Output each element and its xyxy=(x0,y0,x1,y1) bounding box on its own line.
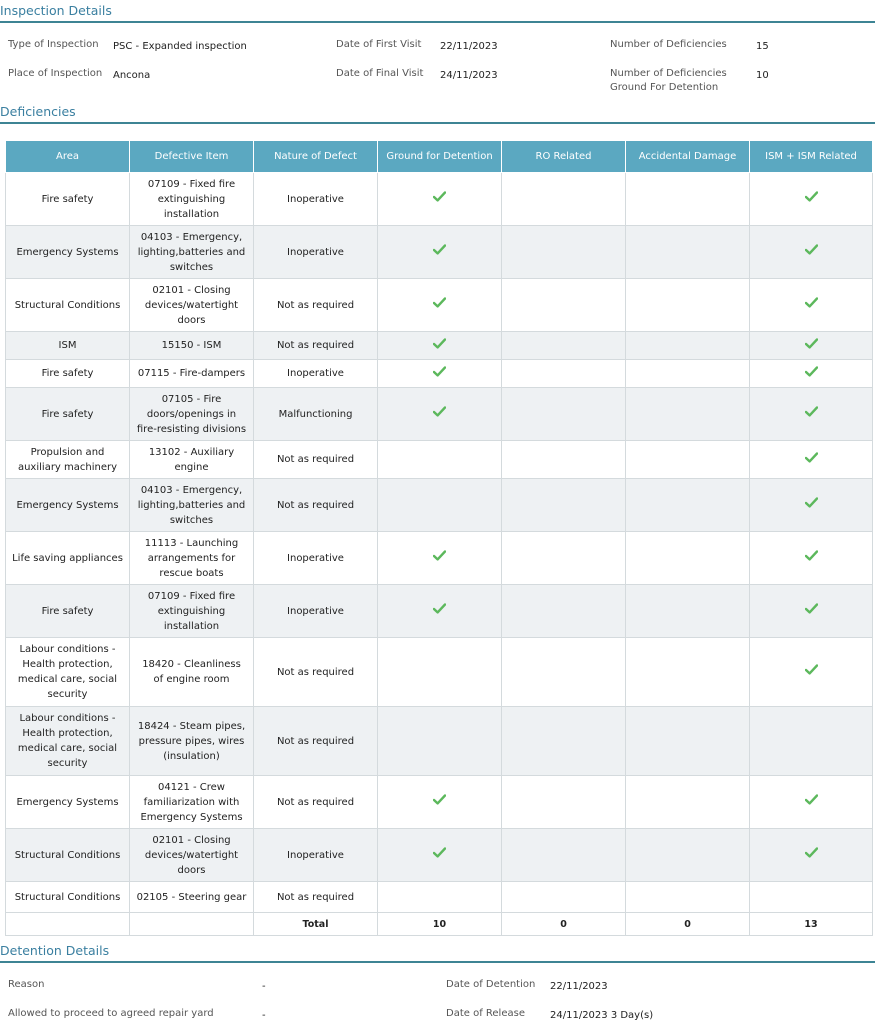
ro-related-cell xyxy=(502,776,626,829)
accidental-damage-cell xyxy=(626,829,750,882)
ism-related-cell xyxy=(750,707,873,776)
check-icon xyxy=(805,406,818,417)
ro-related-cell xyxy=(502,360,626,388)
ism-related-cell xyxy=(750,173,873,226)
ro-related-cell xyxy=(502,173,626,226)
ism-related-cell xyxy=(750,226,873,279)
check-icon xyxy=(433,338,446,349)
ism-related-cell xyxy=(750,388,873,441)
section-divider xyxy=(0,122,875,124)
ro-related-cell xyxy=(502,479,626,532)
ground-for-detention-cell xyxy=(378,585,502,638)
nature-of-defect-cell: Malfunctioning xyxy=(254,388,378,441)
deficiencies-ground-detention-value: 10 xyxy=(756,70,769,81)
check-icon xyxy=(433,847,446,858)
check-icon xyxy=(433,297,446,308)
defective-item-cell: 07105 - Fire doors/openings in fire-resisting divisions xyxy=(130,388,254,441)
ism-related-cell xyxy=(750,479,873,532)
area-cell: ISM xyxy=(6,332,130,360)
table-row xyxy=(6,279,873,332)
ro-related-cell xyxy=(502,388,626,441)
inspection-details-title: Inspection Details xyxy=(0,3,112,18)
ism-related-cell xyxy=(750,532,873,585)
accidental-damage-cell xyxy=(626,707,750,776)
ground-for-detention-cell xyxy=(378,707,502,776)
nature-of-defect-cell: Not as required xyxy=(254,279,378,332)
ism-related-cell xyxy=(750,360,873,388)
allowed-to-proceed-label: Allowed to proceed to agreed repair yard xyxy=(8,1008,214,1019)
accidental-damage-cell xyxy=(626,882,750,913)
area-cell: Structural Conditions xyxy=(6,279,130,332)
date-first-visit-value: 22/11/2023 xyxy=(440,41,498,52)
ro-related-cell xyxy=(502,332,626,360)
nature-of-defect-cell: Not as required xyxy=(254,441,378,479)
nature-of-defect-cell: Inoperative xyxy=(254,360,378,388)
ro-related-cell xyxy=(502,532,626,585)
ground-for-detention-cell xyxy=(378,479,502,532)
area-cell: Fire safety xyxy=(6,173,130,226)
date-of-release-value: 24/11/2023 3 Day(s) xyxy=(550,1010,654,1021)
number-of-deficiencies-label: Number of Deficiencies xyxy=(610,39,727,50)
ism-related-cell xyxy=(750,585,873,638)
ism-related-cell xyxy=(750,279,873,332)
accidental-damage-cell xyxy=(626,532,750,585)
table-row xyxy=(6,776,873,829)
column-header-ground-for-detention: Ground for Detention xyxy=(378,141,502,173)
date-first-visit-label: Date of First Visit xyxy=(336,39,422,50)
accidental-damage-cell xyxy=(626,360,750,388)
table-row xyxy=(6,173,873,226)
table-row xyxy=(6,441,873,479)
ism-related-cell xyxy=(750,882,873,913)
table-row xyxy=(6,638,873,707)
area-cell: Fire safety xyxy=(6,585,130,638)
table-row xyxy=(6,882,873,913)
area-cell: Structural Conditions xyxy=(6,829,130,882)
empty-cell xyxy=(130,913,254,936)
defective-item-cell: 18420 - Cleanliness of engine room xyxy=(130,638,254,707)
reason-value: - xyxy=(262,981,266,992)
ground-for-detention-cell xyxy=(378,360,502,388)
area-cell: Propulsion and auxiliary machinery xyxy=(6,441,130,479)
accidental-damage-cell xyxy=(626,479,750,532)
ground-for-detention-cell xyxy=(378,279,502,332)
area-cell: Fire safety xyxy=(6,388,130,441)
column-header-defective-item: Defective Item xyxy=(130,141,254,173)
ism-related-cell xyxy=(750,829,873,882)
date-of-detention-value: 22/11/2023 xyxy=(550,981,608,992)
area-cell: Labour conditions - Health protection, medical care, social security xyxy=(6,638,130,707)
date-of-release-label: Date of Release xyxy=(446,1008,525,1019)
ro-related-cell xyxy=(502,707,626,776)
ro-related-cell xyxy=(502,441,626,479)
check-icon xyxy=(805,452,818,463)
check-icon xyxy=(433,550,446,561)
total-ism-related: 13 xyxy=(750,913,873,936)
ro-related-cell xyxy=(502,882,626,913)
column-header-ism-related: ISM + ISM Related xyxy=(750,141,873,173)
nature-of-defect-cell: Not as required xyxy=(254,707,378,776)
check-icon xyxy=(805,847,818,858)
place-of-inspection-value: Ancona xyxy=(113,70,151,81)
defective-item-cell: 13102 - Auxiliary engine xyxy=(130,441,254,479)
ground-for-detention-cell xyxy=(378,638,502,707)
nature-of-defect-cell: Inoperative xyxy=(254,173,378,226)
deficiencies-table-body xyxy=(6,173,873,936)
check-icon xyxy=(433,794,446,805)
ground-for-detention-cell xyxy=(378,332,502,360)
defective-item-cell: 02101 - Closing devices/watertight doors xyxy=(130,829,254,882)
check-icon xyxy=(433,244,446,255)
accidental-damage-cell xyxy=(626,776,750,829)
defective-item-cell: 04121 - Crew familiarization with Emergency Systems xyxy=(130,776,254,829)
column-header-accidental-damage: Accidental Damage xyxy=(626,141,750,173)
place-of-inspection-label: Place of Inspection xyxy=(8,68,103,79)
ism-related-cell xyxy=(750,332,873,360)
table-row xyxy=(6,707,873,776)
reason-label: Reason xyxy=(8,979,45,990)
defective-item-cell: 07115 - Fire-dampers xyxy=(130,360,254,388)
check-icon xyxy=(805,338,818,349)
defective-item-cell: 04103 - Emergency, lighting,batteries and switches xyxy=(130,479,254,532)
allowed-to-proceed-value: - xyxy=(262,1010,266,1021)
nature-of-defect-cell: Not as required xyxy=(254,479,378,532)
nature-of-defect-cell: Inoperative xyxy=(254,829,378,882)
section-divider xyxy=(0,961,875,963)
accidental-damage-cell xyxy=(626,441,750,479)
nature-of-defect-cell: Not as required xyxy=(254,332,378,360)
accidental-damage-cell xyxy=(626,173,750,226)
area-cell: Life saving appliances xyxy=(6,532,130,585)
ground-for-detention-cell xyxy=(378,882,502,913)
table-row xyxy=(6,585,873,638)
ro-related-cell xyxy=(502,585,626,638)
total-accidental-damage: 0 xyxy=(626,913,750,936)
ro-related-cell xyxy=(502,226,626,279)
check-icon xyxy=(805,244,818,255)
date-of-detention-label: Date of Detention xyxy=(446,979,536,990)
area-cell: Labour conditions - Health protection, medical care, social security xyxy=(6,707,130,776)
check-icon xyxy=(433,603,446,614)
check-icon xyxy=(805,603,818,614)
accidental-damage-cell xyxy=(626,226,750,279)
ro-related-cell xyxy=(502,829,626,882)
check-icon xyxy=(805,794,818,805)
total-row xyxy=(6,913,873,936)
deficiencies-table xyxy=(5,140,873,936)
date-final-visit-label: Date of Final Visit xyxy=(336,68,424,79)
table-header-row xyxy=(6,141,873,173)
ro-related-cell xyxy=(502,279,626,332)
total-ro-related: 0 xyxy=(502,913,626,936)
defective-item-cell: 02101 - Closing devices/watertight doors xyxy=(130,279,254,332)
area-cell: Emergency Systems xyxy=(6,479,130,532)
area-cell: Structural Conditions xyxy=(6,882,130,913)
accidental-damage-cell xyxy=(626,279,750,332)
detention-details-title: Detention Details xyxy=(0,943,110,958)
number-of-deficiencies-value: 15 xyxy=(756,41,769,52)
ism-related-cell xyxy=(750,441,873,479)
table-row xyxy=(6,388,873,441)
table-row xyxy=(6,360,873,388)
ground-for-detention-cell xyxy=(378,829,502,882)
ground-for-detention-cell xyxy=(378,776,502,829)
accidental-damage-cell xyxy=(626,585,750,638)
ism-related-cell xyxy=(750,638,873,707)
nature-of-defect-cell: Not as required xyxy=(254,776,378,829)
check-icon xyxy=(805,366,818,377)
area-cell: Emergency Systems xyxy=(6,226,130,279)
accidental-damage-cell xyxy=(626,332,750,360)
table-row xyxy=(6,332,873,360)
total-label: Total xyxy=(254,913,378,936)
column-header-nature-of-defect: Nature of Defect xyxy=(254,141,378,173)
nature-of-defect-cell: Not as required xyxy=(254,638,378,707)
check-icon xyxy=(433,366,446,377)
deficiencies-title: Deficiencies xyxy=(0,104,76,119)
table-row xyxy=(6,226,873,279)
check-icon xyxy=(805,664,818,675)
ism-related-cell xyxy=(750,776,873,829)
type-of-inspection-label: Type of Inspection xyxy=(8,39,99,50)
nature-of-defect-cell: Inoperative xyxy=(254,226,378,279)
defective-item-cell: 11113 - Launching arrangements for rescue boats xyxy=(130,532,254,585)
ro-related-cell xyxy=(502,638,626,707)
section-divider xyxy=(0,21,875,23)
nature-of-defect-cell: Not as required xyxy=(254,882,378,913)
deficiencies-ground-detention-label xyxy=(610,67,727,95)
ground-for-detention-cell xyxy=(378,388,502,441)
deficiencies-ground-detention-label-line-2: Ground For Detention xyxy=(610,82,719,93)
ground-for-detention-cell xyxy=(378,532,502,585)
defective-item-cell: 15150 - ISM xyxy=(130,332,254,360)
date-final-visit-value: 24/11/2023 xyxy=(440,70,498,81)
accidental-damage-cell xyxy=(626,388,750,441)
table-row xyxy=(6,532,873,585)
area-cell: Fire safety xyxy=(6,360,130,388)
nature-of-defect-cell: Inoperative xyxy=(254,532,378,585)
table-row xyxy=(6,829,873,882)
defective-item-cell: 07109 - Fixed fire extinguishing installation xyxy=(130,173,254,226)
column-header-area: Area xyxy=(6,141,130,173)
check-icon xyxy=(433,191,446,202)
deficiencies-ground-detention-label-line-1: Number of Deficiencies xyxy=(610,68,727,79)
empty-cell xyxy=(6,913,130,936)
check-icon xyxy=(805,191,818,202)
ground-for-detention-cell xyxy=(378,226,502,279)
defective-item-cell: 04103 - Emergency, lighting,batteries and switches xyxy=(130,226,254,279)
area-cell: Emergency Systems xyxy=(6,776,130,829)
defective-item-cell: 02105 - Steering gear xyxy=(130,882,254,913)
table-row xyxy=(6,479,873,532)
nature-of-defect-cell: Inoperative xyxy=(254,585,378,638)
check-icon xyxy=(805,297,818,308)
accidental-damage-cell xyxy=(626,638,750,707)
type-of-inspection-value: PSC - Expanded inspection xyxy=(113,41,247,52)
ground-for-detention-cell xyxy=(378,173,502,226)
defective-item-cell: 18424 - Steam pipes, pressure pipes, wires (insulation) xyxy=(130,707,254,776)
ground-for-detention-cell xyxy=(378,441,502,479)
defective-item-cell: 07109 - Fixed fire extinguishing installation xyxy=(130,585,254,638)
check-icon xyxy=(805,550,818,561)
column-header-ro-related: RO Related xyxy=(502,141,626,173)
check-icon xyxy=(433,406,446,417)
total-ground-for-detention: 10 xyxy=(378,913,502,936)
check-icon xyxy=(805,497,818,508)
